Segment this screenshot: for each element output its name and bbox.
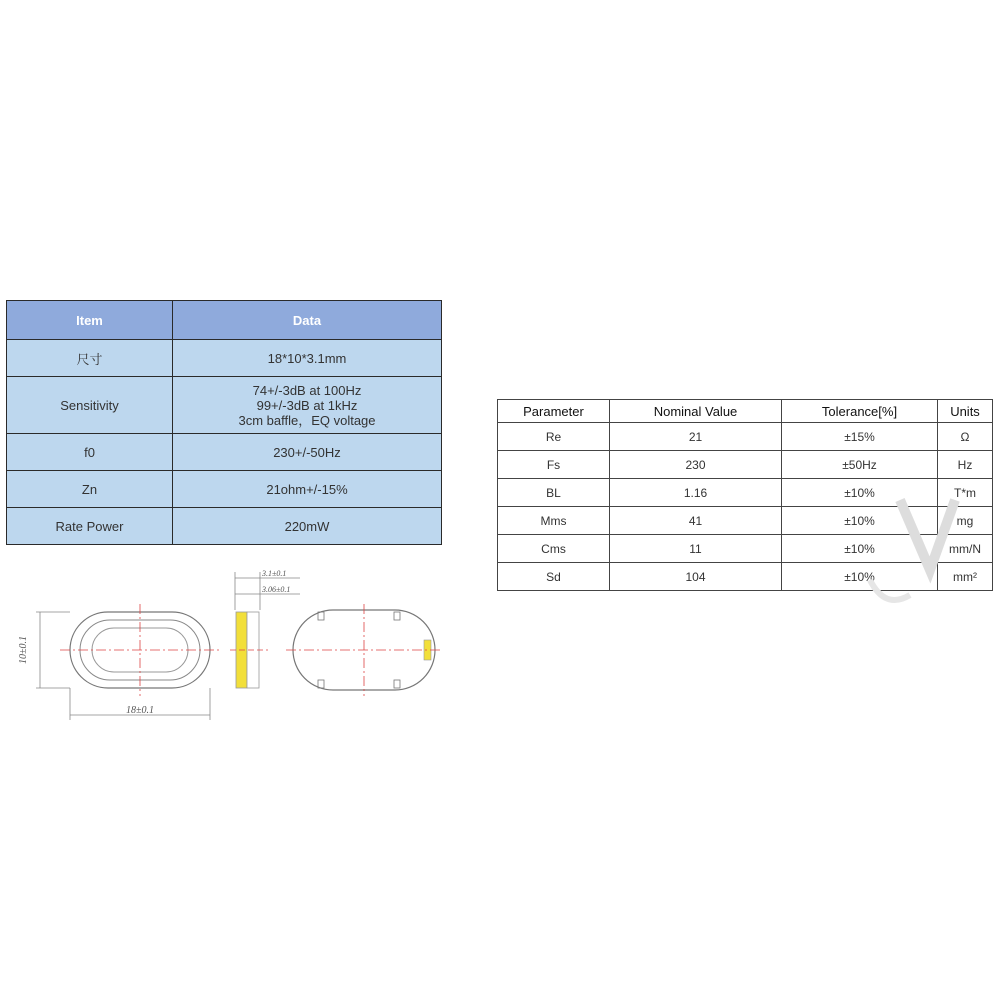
spec-data-sensitivity (173, 377, 442, 434)
width-dimension-label: 18±0.1 (126, 705, 154, 716)
param-unit: mm² (938, 563, 993, 591)
param-name: Cms (498, 535, 610, 563)
table-row (7, 434, 442, 471)
spec-table-header-row (7, 301, 442, 340)
spec-item-f0: f0 (7, 434, 173, 471)
speaker-front-view (18, 604, 220, 720)
spec-item-size: 尺寸 (7, 340, 173, 377)
speaker-back-view (286, 604, 442, 696)
param-value: 1.16 (610, 479, 782, 507)
param-unit: mg (938, 507, 993, 535)
param-header-nominal: Nominal Value (610, 400, 782, 423)
param-unit: Hz (938, 451, 993, 479)
param-name: BL (498, 479, 610, 507)
param-tolerance: ±10% (782, 479, 938, 507)
param-name: Mms (498, 507, 610, 535)
param-header-units: Units (938, 400, 993, 423)
param-name: Sd (498, 563, 610, 591)
watermark-graphic (860, 470, 1000, 610)
param-table-header-row (498, 400, 993, 423)
param-header-parameter: Parameter (498, 400, 610, 423)
param-header-tolerance: Tolerance[%] (782, 400, 938, 423)
spec-data-rate-power: 220mW (173, 508, 442, 545)
table-row (7, 508, 442, 545)
spec-table (6, 300, 442, 545)
sensitivity-line: 99+/-3dB at 1kHz (256, 397, 358, 413)
spec-data-f0: 230+/-50Hz (173, 434, 442, 471)
param-value: 104 (610, 563, 782, 591)
param-tolerance: ±15% (782, 423, 938, 451)
speaker-technical-drawing (0, 560, 460, 730)
spec-item-sensitivity: Sensitivity (7, 377, 173, 434)
spec-header-item: Item (7, 301, 173, 340)
param-unit: T*m (938, 479, 993, 507)
param-value: 230 (610, 451, 782, 479)
spec-item-zn: Zn (7, 471, 173, 508)
param-tolerance: ±50Hz (782, 451, 938, 479)
spec-data-zn: 21ohm+/-15% (173, 471, 442, 508)
spec-header-data: Data (173, 301, 442, 340)
sensitivity-line: 3cm baffle，EQ voltage (238, 412, 376, 428)
sensitivity-line: 74+/-3dB at 100Hz (252, 382, 362, 398)
param-tolerance: ±10% (782, 535, 938, 563)
param-value: 41 (610, 507, 782, 535)
table-row (498, 423, 993, 451)
param-tolerance: ±10% (782, 563, 938, 591)
table-row (7, 471, 442, 508)
table-row (7, 377, 442, 434)
spec-data-size: 18*10*3.1mm (173, 340, 442, 377)
param-value: 11 (610, 535, 782, 563)
param-value: 21 (610, 423, 782, 451)
thickness-dimension-label: 3.06±0.1 (262, 585, 291, 594)
param-unit: Ω (938, 423, 993, 451)
thickness-dimension-label: 3.1±0.1 (262, 569, 287, 578)
param-name: Re (498, 423, 610, 451)
table-row (7, 340, 442, 377)
spec-item-rate-power: Rate Power (7, 508, 173, 545)
param-tolerance: ±10% (782, 507, 938, 535)
height-dimension-label: 10±0.1 (18, 636, 29, 664)
speaker-side-view (230, 569, 300, 688)
param-unit: mm/N (938, 535, 993, 563)
param-name: Fs (498, 451, 610, 479)
